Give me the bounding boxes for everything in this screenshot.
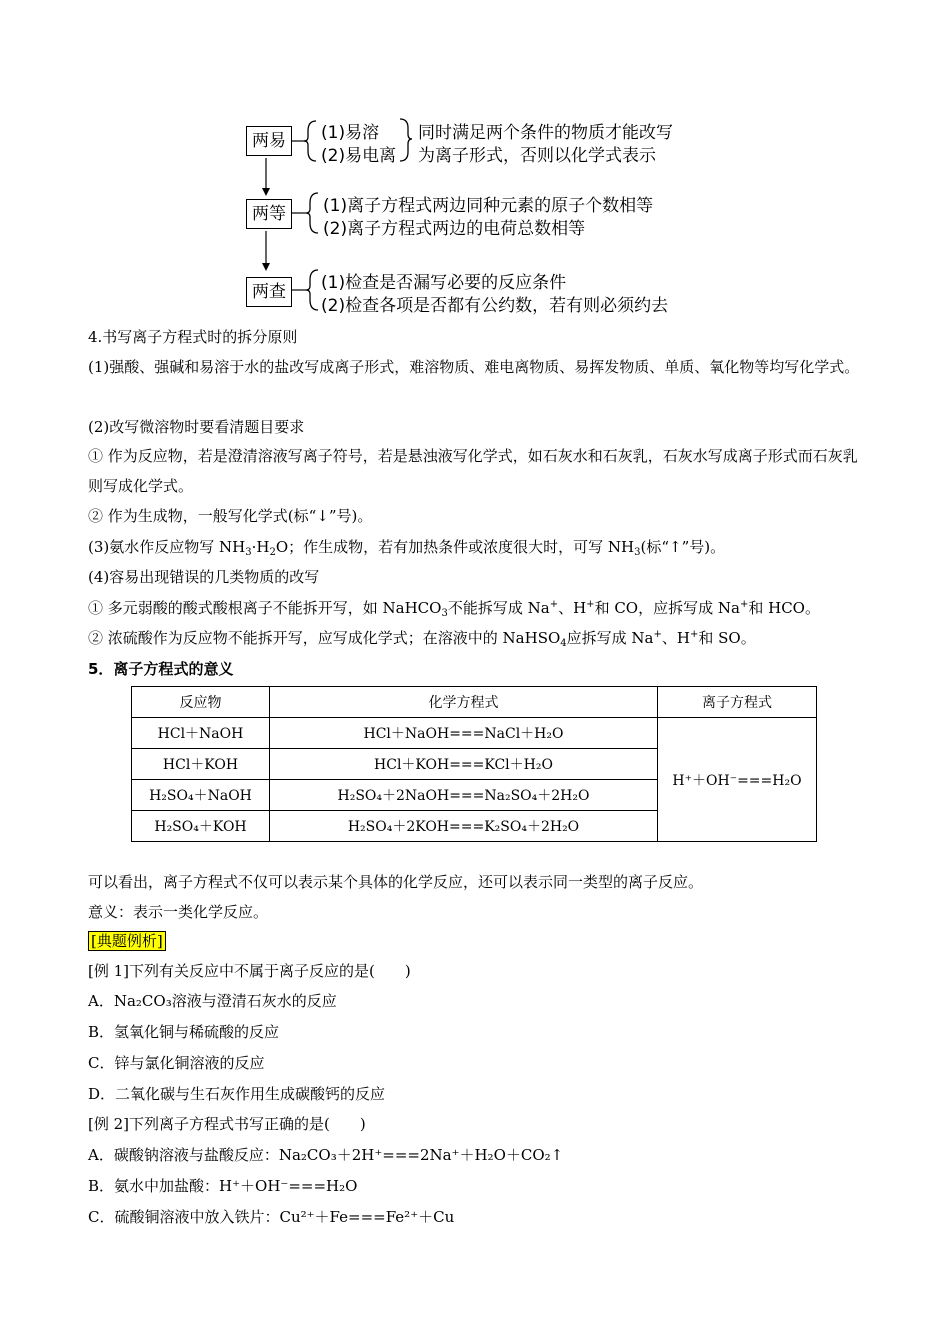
table-header-row <box>132 687 817 718</box>
section4-p6: (4)容易出现错误的几类物质的改写 <box>88 568 320 586</box>
deng-item-1: (1)离子方程式两边同种元素的原子个数相等 <box>323 196 654 216</box>
example2-option-b: B．氨水中加盐酸：H⁺＋OH⁻===H₂O <box>88 1177 358 1195</box>
table-row <box>132 718 817 749</box>
reactant-cell: HCl＋KOH <box>132 749 270 780</box>
example1-option-a: A．Na₂CO₃溶液与澄清石灰水的反应 <box>88 992 337 1010</box>
deng-item-2: (2)离子方程式两边的电荷总数相等 <box>323 219 586 239</box>
cha-item-2: (2)检查各项是否都有公约数，若有则必须约去 <box>321 296 669 316</box>
equation-cell: H₂SO₄＋2KOH===K₂SO₄＋2H₂O <box>270 811 658 842</box>
header-reactant: 反应物 <box>132 687 270 718</box>
example1-question: [例 1]下列有关反应中不属于离子反应的是( ) <box>88 962 411 980</box>
reactant-cell: H₂SO₄＋KOH <box>132 811 270 842</box>
yi-item-1: (1)易溶 <box>321 123 380 143</box>
section4-p3: ① 作为反应物，若是澄清溶液写离子符号，若是悬浊液写化学式，如石灰水和石灰乳，石灰水写成离子形式而石灰乳则写成化学式。 <box>88 447 858 495</box>
box-liang-deng: 两等 <box>246 199 292 229</box>
reactant-cell: H₂SO₄＋NaOH <box>132 780 270 811</box>
equation-cell: HCl＋KOH===KCl＋H₂O <box>270 749 658 780</box>
example-tag <box>88 931 166 951</box>
ionic-equation-cell: H⁺＋OH⁻===H₂O <box>658 718 817 842</box>
yi-item-2: (2)易电离 <box>321 146 397 166</box>
example2-option-c: C．硫酸铜溶液中放入铁片：Cu²⁺＋Fe===Fe²⁺＋Cu <box>88 1208 455 1226</box>
section4-p4: ② 作为生成物，一般写化学式(标“↓”号)。 <box>88 507 373 525</box>
section5-p2: 意义：表示一类化学反应。 <box>88 903 269 921</box>
equation-cell: HCl＋NaOH===NaCl＋H₂O <box>270 718 658 749</box>
yi-note-1: 同时满足两个条件的物质才能改写 <box>418 123 673 143</box>
example1-option-c: C．锌与氯化铜溶液的反应 <box>88 1054 265 1072</box>
equation-cell: H₂SO₄＋2NaOH===Na₂SO₄＋2H₂O <box>270 780 658 811</box>
cha-item-1: (1)检查是否漏写必要的反应条件 <box>321 273 567 293</box>
reactant-cell: HCl＋NaOH <box>132 718 270 749</box>
reaction-table <box>131 686 817 842</box>
section4-p1: (1)强酸、强碱和易溶于水的盐改写成离子形式，难溶物质、难电离物质、易挥发物质、单质、氧化物等均写化学式。 <box>88 358 860 376</box>
box-liang-cha: 两查 <box>246 277 292 307</box>
section4-p2: (2)改写微溶物时要看清题目要求 <box>88 418 305 436</box>
section4-heading: 4.书写离子方程式时的拆分原则 <box>88 328 298 346</box>
example-tag-label: [典题例析] <box>88 931 166 951</box>
yi-note-2: 为离子形式，否则以化学式表示 <box>418 146 656 166</box>
section4-p8: ② 浓硫酸作为反应物不能拆开写，应写成化学式；在溶液中的 NaHSO$_4$应拆写成 Na+、H+和 SO。 <box>88 629 756 649</box>
example2-option-a: A．碳酸钠溶液与盐酸反应：Na₂CO₃＋2H⁺===2Na⁺＋H₂O＋CO₂↑ <box>88 1146 564 1164</box>
section4-p5: (3)氨水作反应物写 $NH_3\cdot H_2O$；作生成物，若有加热条件或浓度很大时，可写 $NH_3$(标“↑”号)。 <box>88 538 726 558</box>
header-equation: 化学方程式 <box>270 687 658 718</box>
section5-heading: 5．离子方程式的意义 <box>88 660 234 678</box>
header-ionic: 离子方程式 <box>658 687 817 718</box>
section5-p1: 可以看出，离子方程式不仅可以表示某个具体的化学反应，还可以表示同一类型的离子反应。 <box>88 873 704 891</box>
example1-option-b: B．氢氧化铜与稀硫酸的反应 <box>88 1023 280 1041</box>
section4-p7: ① 多元弱酸的酸式酸根离子不能拆开写，如 NaHCO$_3$不能拆写成 Na+、H+和 CO，应拆写成 Na+和 HCO。 <box>88 599 820 619</box>
example2-question: [例 2]下列离子方程式书写正确的是( ) <box>88 1115 366 1133</box>
box-liang-yi: 两易 <box>246 126 292 156</box>
example1-option-d: D．二氧化碳与生石灰作用生成碳酸钙的反应 <box>88 1085 386 1103</box>
